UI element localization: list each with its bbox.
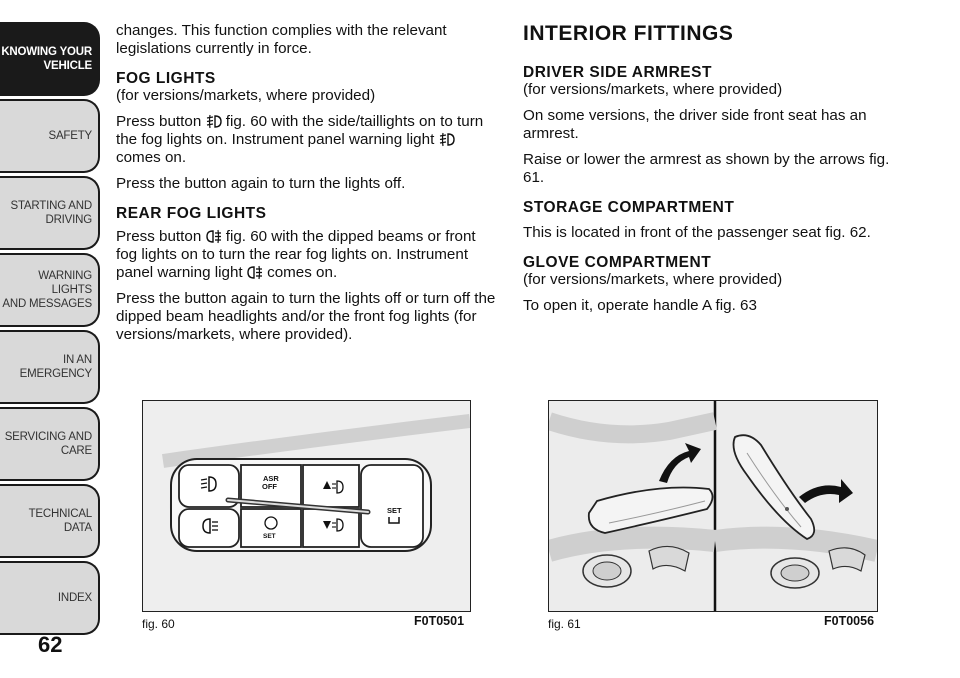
tab-label-line: SAFETY — [48, 130, 92, 142]
tab-technical-data[interactable] — [0, 484, 100, 558]
left-column — [116, 22, 496, 352]
storage-heading: STORAGE COMPARTMENT — [523, 199, 735, 216]
intro-paragraph: changes. This function complies with the relevant legislations currently in force. — [116, 22, 447, 57]
tab-in-an-emergency[interactable] — [0, 330, 100, 404]
figure-61-image — [548, 400, 878, 612]
rear-fog-light-icon — [247, 265, 263, 280]
tab-starting-and-driving[interactable] — [0, 176, 100, 250]
page-number: 62 — [38, 632, 63, 657]
front-fog-light-icon — [206, 114, 222, 129]
fog-lights-heading: FOG LIGHTS — [116, 70, 216, 87]
tab-label-line: AND MESSAGES — [2, 298, 92, 310]
figure-60-code: F0T0501 — [414, 614, 465, 628]
tab-knowing-your-vehicle[interactable] — [0, 22, 100, 96]
tab-label-line: KNOWING YOUR — [1, 46, 92, 58]
off-label: OFF — [262, 482, 277, 491]
tab-index[interactable] — [0, 561, 100, 635]
tab-label-line: CARE — [60, 445, 92, 457]
set-label: SET — [387, 506, 402, 515]
rear-fog-lights-paragraph — [116, 228, 496, 282]
tab-label-line: VEHICLE — [43, 60, 92, 72]
text-run: fig. 60 with the dipped beams or front fog lights on to turn the rear fog lights on. Instrument panel warning light — [116, 228, 476, 281]
light-switch-panel-illustration — [143, 401, 470, 611]
armrest-illustration — [549, 401, 877, 611]
text-run: Press button — [116, 228, 206, 245]
tab-servicing-and-care[interactable] — [0, 407, 100, 481]
tab-label-line: SERVICING AND — [4, 431, 92, 443]
tab-label-line: TECHNICAL DATA — [28, 508, 92, 534]
tab-warning-lights[interactable] — [0, 253, 100, 327]
armrest-paragraph: On some versions, the driver side front seat has an armrest. — [523, 107, 867, 142]
armrest-note: (for versions/markets, where provided) — [523, 81, 783, 98]
figure-61-code: F0T0056 — [824, 614, 875, 628]
tab-label-line: WARNING LIGHTS — [38, 270, 92, 296]
front-fog-light-icon — [439, 132, 455, 147]
fog-lights-paragraph-2: Press the button again to turn the lights off. — [116, 175, 406, 192]
glove-heading: GLOVE COMPARTMENT — [523, 254, 712, 271]
figure-60-image — [142, 400, 471, 612]
figure-60-caption: fig. 60 — [142, 617, 175, 631]
right-column — [523, 22, 903, 323]
text-run: fig. 60 with the side/taillights on to turn the fog lights on. Instrument panel warning light — [116, 113, 484, 148]
tab-label-line: DRIVING — [45, 214, 92, 226]
glove-note: (for versions/markets, where provided) — [523, 271, 783, 288]
tab-label-line: STARTING AND — [10, 200, 92, 212]
tab-label-line: INDEX — [57, 592, 92, 604]
fog-lights-note: (for versions/markets, where provided) — [116, 87, 376, 104]
armrest-paragraph-2: Raise or lower the armrest as shown by the arrows fig. 61. — [523, 151, 890, 186]
armrest-heading: DRIVER SIDE ARMREST — [523, 64, 712, 81]
glove-paragraph: To open it, operate handle A fig. 63 — [523, 297, 757, 314]
text-run: comes on. — [116, 149, 187, 166]
asr-label: ASR — [263, 474, 279, 483]
fog-lights-paragraph — [116, 113, 496, 167]
text-run: Press button — [116, 113, 206, 130]
tab-label-line: IN AN EMERGENCY — [19, 354, 92, 380]
text-run: comes on. — [262, 264, 338, 281]
rear-fog-lights-paragraph-2: Press the button again to turn the lights off or turn off the dipped beam headlights and/or the front fog lights (for versions/markets, where provided). — [116, 290, 496, 343]
figure-61-caption: fig. 61 — [548, 617, 581, 631]
tab-safety[interactable] — [0, 99, 100, 173]
rear-fog-lights-heading: REAR FOG LIGHTS — [116, 205, 267, 222]
rear-fog-light-icon — [206, 229, 222, 244]
section-title: INTERIOR FITTINGS — [523, 22, 734, 45]
set-label-tyre: SET — [263, 533, 276, 540]
storage-paragraph: This is located in front of the passenger seat fig. 62. — [523, 224, 871, 241]
